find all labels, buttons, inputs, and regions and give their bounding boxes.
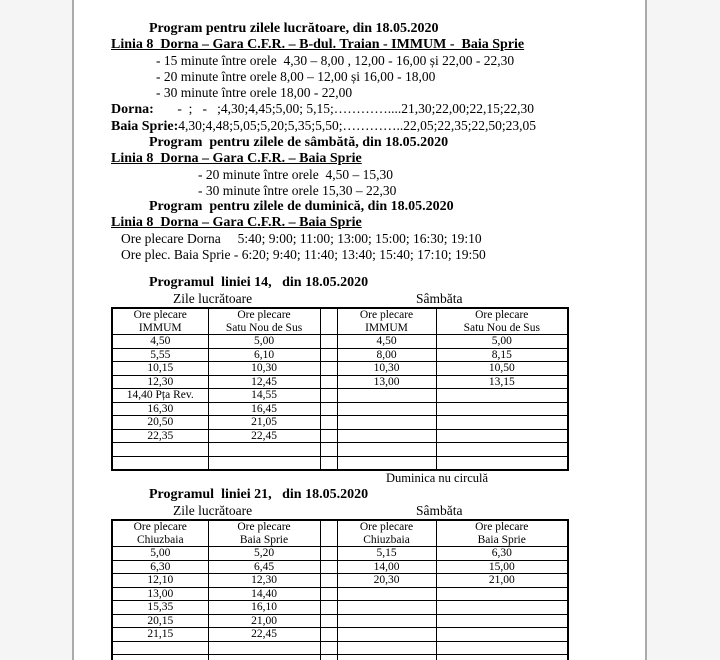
table-cell: 12,30 [112, 375, 208, 389]
table-cell: 6,10 [208, 348, 320, 362]
dorna-times-line [111, 101, 645, 118]
table-cell: 5,00 [112, 547, 208, 561]
table-cell [436, 416, 568, 430]
table-cell: 12,30 [208, 574, 320, 588]
table-cell: 12,45 [208, 375, 320, 389]
table-spacer-cell [320, 375, 337, 389]
line14-footnote: Duminica nu circulă [386, 471, 489, 485]
table-cell [436, 641, 568, 655]
departures-baia-sprie-line: Ore plec. Baia Sprie - 6:20; 9:40; 11:40; 13:40; 15:40; 17:10; 19:50 [121, 247, 486, 262]
col-header: Ore plecare IMMUM [337, 308, 436, 335]
table-cell [337, 402, 436, 416]
table-row [112, 547, 568, 561]
table-cell [337, 655, 436, 660]
col-header: Ore plecare Satu Nou de Sus [208, 308, 320, 335]
table-row [112, 443, 568, 457]
table-spacer-cell [320, 429, 337, 443]
table-cell: 14,40 Pța Rev. [112, 389, 208, 403]
table-cell: 20,30 [337, 574, 436, 588]
table-cell: 15,00 [436, 560, 568, 574]
table-cell [337, 456, 436, 470]
table-cell [436, 443, 568, 457]
table-cell: 13,15 [436, 375, 568, 389]
dorna-label: Dorna: [111, 102, 154, 117]
table-cell: 6,30 [112, 560, 208, 574]
table-cell [208, 641, 320, 655]
table-cell: 4,50 [112, 335, 208, 349]
table-spacer-cell [320, 547, 337, 561]
table-spacer-cell [320, 402, 337, 416]
table-cell [112, 456, 208, 470]
table-spacer-cell [320, 389, 337, 403]
interval-line: - 30 minute între orele 15,30 – 22,30 [198, 183, 397, 198]
table-cell: 16,45 [208, 402, 320, 416]
table-row [112, 389, 568, 403]
line21-schedule-table [111, 519, 569, 660]
table-spacer-cell [320, 587, 337, 601]
interval-line: - 20 minute între orele 4,50 – 15,30 [198, 167, 393, 182]
table-cell [337, 389, 436, 403]
table-cell: 14,40 [208, 587, 320, 601]
table-header-row [112, 520, 568, 547]
table-row [112, 641, 568, 655]
interval-line: - 15 minute între orele 4,30 – 8,00 , 12,00 - 16,00 și 22,00 - 22,30 [156, 53, 515, 68]
col-header: Ore plecare Baia Sprie [208, 520, 320, 547]
table-cell: 16,10 [208, 601, 320, 615]
table-cell: 21,00 [436, 574, 568, 588]
table-cell: 22,35 [112, 429, 208, 443]
table-row [112, 416, 568, 430]
table-cell [208, 456, 320, 470]
table-cell [337, 429, 436, 443]
table-cell [337, 601, 436, 615]
day-label-saturday: Sâmbăta [416, 503, 463, 518]
line21-title: Programul liniei 21, din 18.05.2020 [149, 487, 369, 502]
col-header: Ore plecare Satu Nou de Sus [436, 308, 568, 335]
table-spacer-header [320, 520, 337, 547]
line14-day-labels [111, 291, 645, 307]
table-row [112, 574, 568, 588]
table-spacer-cell [320, 655, 337, 660]
table-cell [112, 443, 208, 457]
interval-line: - 30 minute între orele 18,00 - 22,00 [156, 85, 353, 100]
table-cell: 10,30 [208, 362, 320, 376]
table-cell: 21,15 [112, 628, 208, 642]
table-cell: 5,20 [208, 547, 320, 561]
departures-dorna-line: Ore plecare Dorna 5:40; 9:00; 11:00; 13:00; 15:00; 16:30; 19:10 [121, 231, 482, 246]
table-cell [436, 456, 568, 470]
section-title-sambata: Program pentru zilele de sâmbătă, din 18.05.2020 [149, 135, 449, 150]
table-cell: 12,10 [112, 574, 208, 588]
col-header: Ore plecare Chiuzbaia [337, 520, 436, 547]
line8-heading-sambata: Linia 8 Dorna – Gara C.F.R. – Baia Sprie [111, 151, 362, 166]
table-cell: 13,00 [112, 587, 208, 601]
document-page [72, 0, 647, 660]
table-cell: 8,15 [436, 348, 568, 362]
table-cell [112, 655, 208, 660]
table-cell: 4,50 [337, 335, 436, 349]
table-cell [337, 443, 436, 457]
interval-line: - 20 minute între orele 8,00 – 12,00 și 16,00 - 18,00 [156, 69, 436, 84]
table-cell: 14,55 [208, 389, 320, 403]
table-spacer-cell [320, 335, 337, 349]
table-cell [436, 587, 568, 601]
table-row [112, 655, 568, 660]
day-label-workdays: Zile lucrătoare [173, 291, 253, 306]
table-cell [436, 402, 568, 416]
table-cell [208, 443, 320, 457]
table-row [112, 628, 568, 642]
table-cell: 22,45 [208, 628, 320, 642]
table-cell [436, 389, 568, 403]
table-spacer-cell [320, 443, 337, 457]
table-spacer-cell [320, 416, 337, 430]
table-cell: 21,00 [208, 614, 320, 628]
line14-title: Programul liniei 14, din 18.05.2020 [149, 275, 369, 290]
table-cell [337, 614, 436, 628]
table-cell: 5,00 [436, 335, 568, 349]
table-spacer-cell [320, 601, 337, 615]
col-header: Ore plecare Baia Sprie [436, 520, 568, 547]
table-row [112, 560, 568, 574]
table-row [112, 601, 568, 615]
table-spacer-cell [320, 456, 337, 470]
table-cell: 6,45 [208, 560, 320, 574]
table-cell: 21,05 [208, 416, 320, 430]
table-cell: 8,00 [337, 348, 436, 362]
table-row [112, 456, 568, 470]
table-cell: 6,30 [436, 547, 568, 561]
table-cell [436, 601, 568, 615]
table-cell [436, 655, 568, 660]
table-cell: 16,30 [112, 402, 208, 416]
baia-sprie-times: 4,30;4,48;5,05;5,20;5,35;5,50;…………..22,05;22,35;22,50;23,05 [178, 118, 537, 133]
table-header-row [112, 308, 568, 335]
table-cell: 14,00 [337, 560, 436, 574]
col-header: Ore plecare IMMUM [112, 308, 208, 335]
table-cell: 20,50 [112, 416, 208, 430]
table-cell: 13,00 [337, 375, 436, 389]
table-cell: 15,35 [112, 601, 208, 615]
table-row [112, 335, 568, 349]
table-row [112, 362, 568, 376]
table-row [112, 587, 568, 601]
table-spacer-cell [320, 348, 337, 362]
table-spacer-cell [320, 362, 337, 376]
section-title-lucratoare: Program pentru zilele lucrătoare, din 18.05.2020 [149, 21, 439, 36]
table-cell [436, 429, 568, 443]
table-cell [112, 641, 208, 655]
table-cell: 22,45 [208, 429, 320, 443]
table-spacer-cell [320, 614, 337, 628]
table-spacer-cell [320, 560, 337, 574]
table-spacer-cell [320, 641, 337, 655]
line8-heading-lucratoare: Linia 8 Dorna – Gara C.F.R. – B-dul. Traian - IMMUM - Baia Sprie [111, 37, 525, 52]
table-cell: 10,15 [112, 362, 208, 376]
line14-schedule-table [111, 307, 569, 471]
table-cell: 5,55 [112, 348, 208, 362]
table-spacer-cell [320, 628, 337, 642]
table-spacer-cell [320, 574, 337, 588]
baia-sprie-times-line [111, 118, 645, 135]
day-label-workdays: Zile lucrătoare [173, 503, 253, 518]
table-cell [337, 587, 436, 601]
table-cell [337, 641, 436, 655]
table-row [112, 375, 568, 389]
dorna-times: - ; - ;4,30;4,45;5,00; 5,15;…………....21,30;22,00;22,15;22,30 [153, 101, 535, 116]
table-row [112, 614, 568, 628]
table-row [112, 429, 568, 443]
table-spacer-header [320, 308, 337, 335]
line8-heading-duminica: Linia 8 Dorna – Gara C.F.R. – Baia Sprie [111, 215, 362, 230]
line21-day-labels [111, 503, 645, 519]
table-cell: 10,50 [436, 362, 568, 376]
table-cell [337, 628, 436, 642]
section-title-duminica: Program pentru zilele de duminică, din 18.05.2020 [149, 199, 454, 214]
baia-sprie-label: Baia Sprie: [111, 119, 179, 134]
table-cell: 5,00 [208, 335, 320, 349]
table-cell [337, 416, 436, 430]
day-label-saturday: Sâmbăta [416, 291, 463, 306]
table-cell [436, 628, 568, 642]
table-row [112, 348, 568, 362]
table-cell: 5,15 [337, 547, 436, 561]
table-cell [208, 655, 320, 660]
table-cell: 20,15 [112, 614, 208, 628]
col-header: Ore plecare Chiuzbaia [112, 520, 208, 547]
table-cell [436, 614, 568, 628]
table-cell: 10,30 [337, 362, 436, 376]
table-row [112, 402, 568, 416]
